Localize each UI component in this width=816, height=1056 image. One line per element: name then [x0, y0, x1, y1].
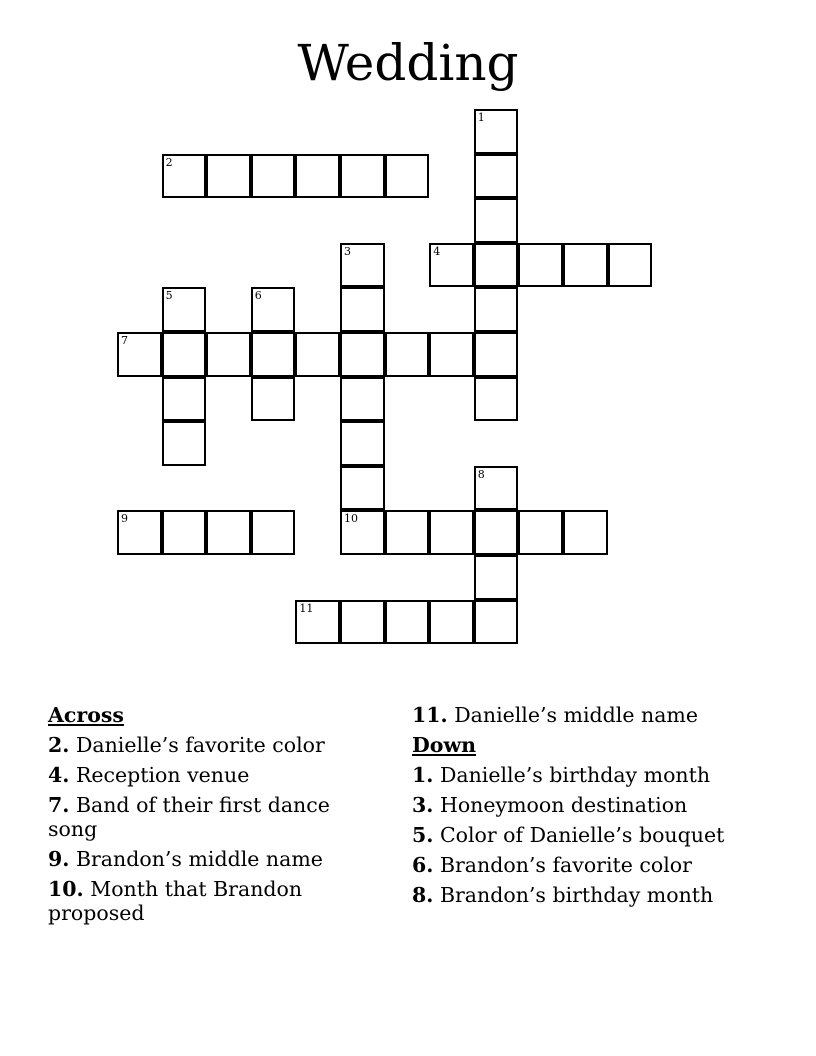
clue-number: 4. [48, 763, 70, 787]
cell-number: 2 [165, 155, 173, 169]
grid-cell[interactable] [162, 421, 207, 466]
grid-cell[interactable] [474, 600, 519, 645]
clue-text: Brandon’s middle name [75, 847, 323, 871]
grid-cell[interactable] [518, 243, 563, 288]
grid-cell[interactable] [295, 600, 340, 645]
clue-number: 5. [412, 823, 434, 847]
clue-number: 10. [48, 877, 84, 901]
across-clue [48, 793, 378, 841]
across-heading: Across [48, 703, 124, 727]
clue-number: 9. [48, 847, 70, 871]
puzzle-title: Wedding [297, 34, 519, 92]
across-clue [48, 733, 378, 757]
clue-text: Month that Brandon proposed [48, 877, 303, 925]
grid-cell[interactable] [474, 332, 519, 377]
grid-cell[interactable] [608, 243, 653, 288]
cell-number: 6 [254, 289, 262, 303]
grid-cell[interactable] [162, 287, 207, 332]
grid-cell[interactable] [162, 377, 207, 422]
across-clue [48, 763, 378, 787]
grid-cell[interactable] [340, 377, 385, 422]
grid-cell[interactable] [385, 154, 430, 199]
grid-cell[interactable] [385, 600, 430, 645]
down-clue [412, 823, 742, 847]
grid-cell[interactable] [474, 154, 519, 199]
grid-cell[interactable] [251, 287, 296, 332]
cell-number: 1 [477, 111, 485, 124]
clue-number: 6. [412, 853, 434, 877]
grid-cell[interactable] [162, 510, 207, 555]
clue-number: 2. [48, 733, 70, 757]
down-clue [412, 763, 742, 787]
cell-number: 5 [165, 289, 173, 303]
clue-text: Danielle’s middle name [454, 703, 698, 727]
grid-cell[interactable] [117, 510, 162, 555]
cell-number: 11 [299, 601, 314, 615]
down-heading: Down [412, 733, 477, 757]
grid-cell[interactable] [251, 510, 296, 555]
clue-text: Reception venue [75, 763, 250, 787]
grid-cell[interactable] [518, 510, 563, 555]
cell-number: 8 [477, 467, 485, 481]
cell-number: 10 [344, 512, 358, 526]
grid-cell[interactable] [474, 555, 519, 600]
across-clue [412, 703, 742, 727]
grid-cell[interactable] [474, 109, 519, 154]
grid-cell[interactable] [251, 377, 296, 422]
grid-cell[interactable] [340, 600, 385, 645]
cell-number: 3 [344, 244, 351, 258]
clue-text: Danielle’s birthday month [439, 763, 711, 787]
clue-text: Brandon’s favorite color [439, 853, 692, 877]
clue-number: 7. [48, 793, 70, 817]
clue-number: 8. [412, 883, 434, 907]
grid-cell[interactable] [162, 332, 207, 377]
grid-cell[interactable] [340, 287, 385, 332]
grid-cell[interactable] [206, 510, 251, 555]
clue-text: Danielle’s favorite color [75, 733, 325, 757]
grid-cell[interactable] [385, 510, 430, 555]
down-clue [412, 853, 742, 877]
grid-cell[interactable] [474, 287, 519, 332]
cell-number: 4 [433, 244, 441, 258]
cell-number: 7 [121, 334, 128, 347]
grid-cell[interactable] [340, 243, 385, 288]
across-clue [48, 877, 378, 925]
clues-left-column [48, 703, 378, 931]
grid-cell[interactable] [206, 154, 251, 199]
clue-number: 3. [412, 793, 434, 817]
clue-text: Honeymoon destination [439, 793, 688, 817]
grid-cell[interactable] [429, 510, 474, 555]
grid-cell[interactable] [206, 332, 251, 377]
grid-cell[interactable] [429, 243, 474, 288]
grid-cell[interactable] [295, 332, 340, 377]
grid-cell[interactable] [295, 154, 340, 199]
down-clue [412, 793, 742, 817]
grid-cell[interactable] [474, 510, 519, 555]
grid-cell[interactable] [429, 600, 474, 645]
clue-text: Band of their first dance song [48, 793, 330, 841]
grid-cell[interactable] [340, 466, 385, 511]
grid-cell[interactable] [474, 243, 519, 288]
grid-cell[interactable] [563, 243, 608, 288]
grid-cell[interactable] [251, 332, 296, 377]
grid-cell[interactable] [340, 154, 385, 199]
grid-cell[interactable] [340, 421, 385, 466]
grid-cell[interactable] [340, 332, 385, 377]
grid-cell[interactable] [474, 377, 519, 422]
clue-text: Color of Danielle’s bouquet [439, 823, 725, 847]
clue-number: 1. [412, 763, 434, 787]
grid-cell[interactable] [117, 332, 162, 377]
down-clue [412, 883, 742, 907]
grid-cell[interactable] [563, 510, 608, 555]
clues-right-column [412, 703, 742, 913]
grid-cell[interactable] [474, 466, 519, 511]
grid-cell[interactable] [385, 332, 430, 377]
grid-cell[interactable] [429, 332, 474, 377]
clue-number: 11. [412, 703, 448, 727]
cell-number: 9 [121, 512, 128, 526]
grid-cell[interactable] [340, 510, 385, 555]
grid-cell[interactable] [474, 198, 519, 243]
grid-cell[interactable] [251, 154, 296, 199]
grid-cell[interactable] [162, 154, 207, 199]
across-clue [48, 847, 378, 871]
clue-text: Brandon’s birthday month [439, 883, 714, 907]
